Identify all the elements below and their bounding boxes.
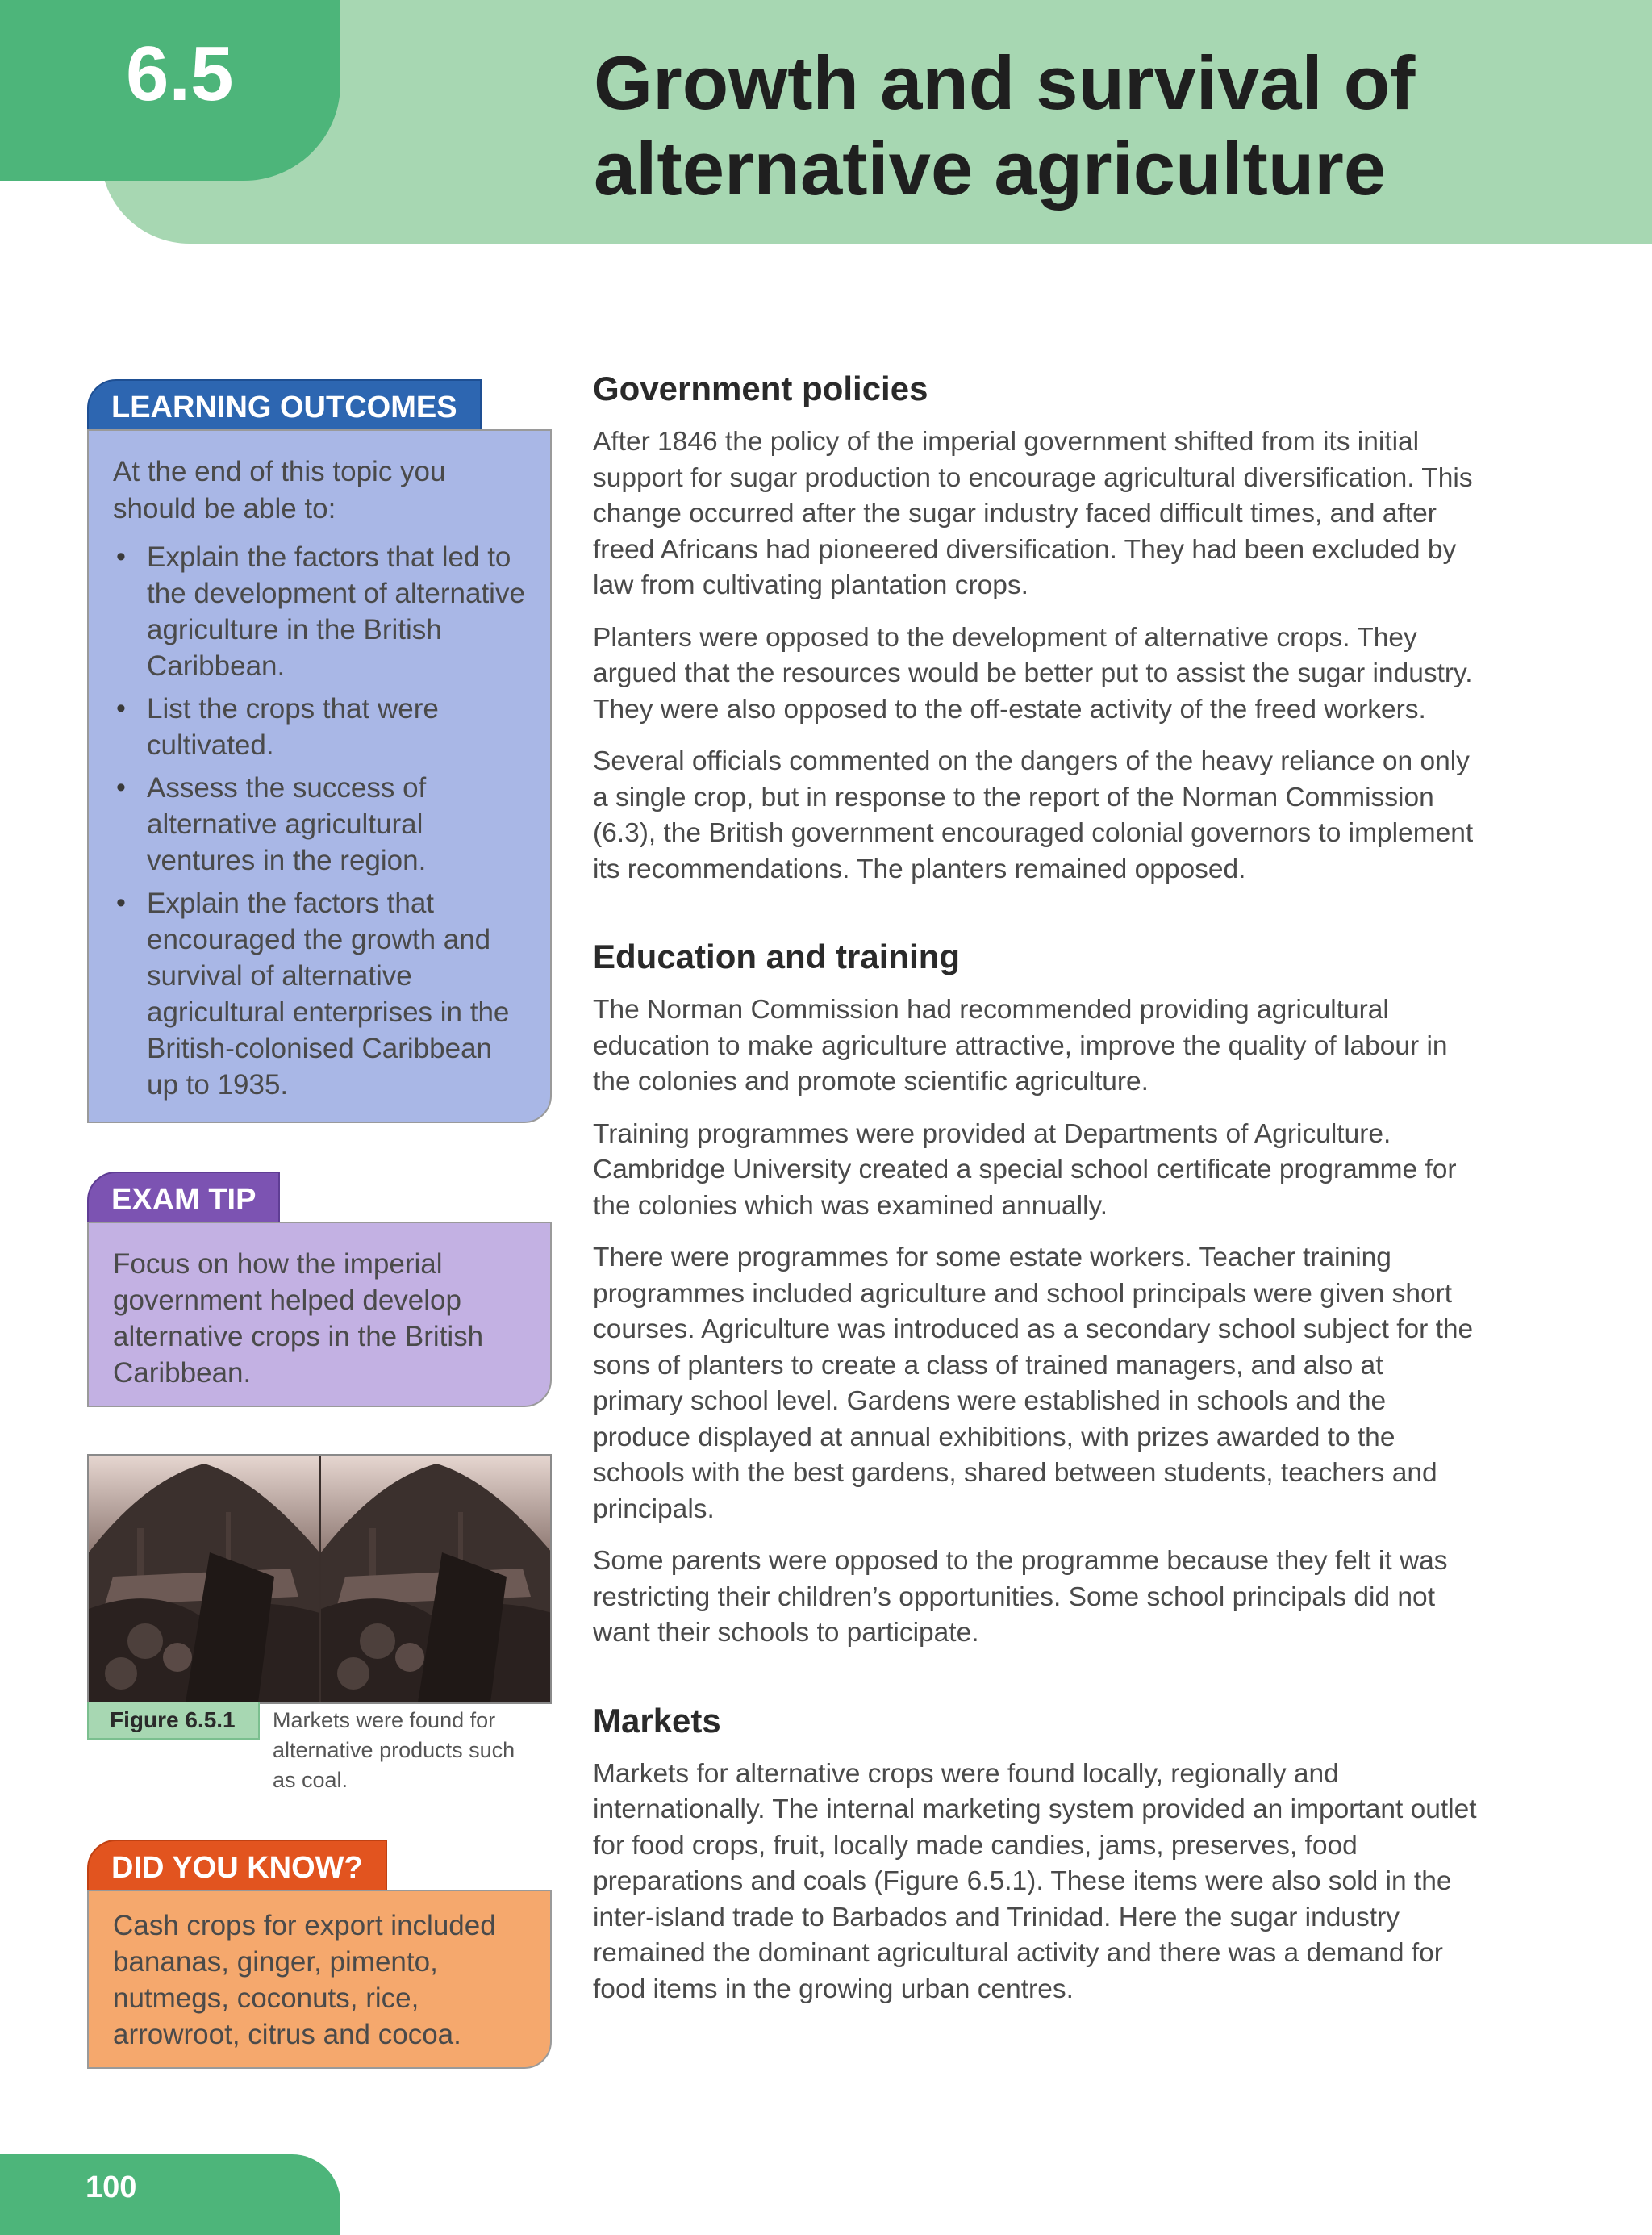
list-item: • List the crops that were cultivated. xyxy=(113,691,526,763)
paragraph: The Norman Commission had recommended providing agricultural education to make agriculture attractive, improve the quality of labour in the colonies and promote scientific agriculture. xyxy=(593,995,1448,1097)
did-you-know-box xyxy=(87,1890,552,2069)
main-content xyxy=(593,368,1480,2024)
stereo-photo-left xyxy=(89,1456,319,1702)
exam-tip-text: Focus on how the imperial government helped develop alternative crops in the British Caribbean. xyxy=(113,1248,484,1389)
paragraph: Planters were opposed to the development of alternative crops. They argued that the resources would be better put to assist the sugar industry. They were also opposed to the off-estate activity of the freed workers. xyxy=(593,622,1473,725)
learning-outcomes-list xyxy=(113,539,526,1103)
did-you-know-label: DID YOU KNOW? xyxy=(87,1840,387,1891)
exam-tip-label: EXAM TIP xyxy=(87,1172,280,1223)
section-heading: Markets xyxy=(593,1701,721,1740)
learning-outcomes-intro: At the end of this topic you should be able to: xyxy=(113,456,446,524)
figure-label: Figure 6.5.1 xyxy=(87,1702,260,1740)
page-number-tab xyxy=(0,2154,340,2235)
paragraph: After 1846 the policy of the imperial government shifted from its initial support for sugar production to encourage agricultural diversification. This change occurred after the sugar industry faced difficult times, and after freed Africans had pioneered diversification. They had been excluded by law from cultivating plantation crops. xyxy=(593,427,1473,600)
figure-photo xyxy=(87,1454,552,1704)
list-item: • Assess the success of alternative agricultural ventures in the region. xyxy=(113,770,526,879)
section-heading: Government policies xyxy=(593,370,928,407)
figure-caption: Markets were found for alternative products such as coal. xyxy=(273,1708,515,1792)
list-item: • Explain the factors that led to the development of alternative agriculture in the British Caribbean. xyxy=(113,539,526,684)
page-title: Growth and survival of alternative agriculture xyxy=(594,40,1416,211)
list-item: • Explain the factors that encouraged the growth and survival of alternative agricultural enterprises in the British-colonised Caribbean up to 1935. xyxy=(113,885,526,1103)
paragraph: Markets for alternative crops were found locally, regionally and internationally. The internal marketing system provided an important outlet for food crops, fruit, locally made candies, jams, preserves, food preparations and coals (Figure 6.5.1). These items were also sold in the inter-island trade to Barbados and Trinidad. Here the sugar industry remained the dominant agricultural activity and there was a demand for food items in the growing urban centres. xyxy=(593,1758,1477,2004)
paragraph: There were programmes for some estate workers. Teacher training programmes included agriculture and school principals were given short courses. Agriculture was introduced as a secondary school subject for the sons of planters to create a class of trained managers, and also at primary school level. Gardens were established in schools and the produce displayed at annual exhibitions, with prizes awarded to the schools with the best gardens, shared between students, teachers and principals. xyxy=(593,1243,1474,1524)
did-you-know-text: Cash crops for export included bananas, ginger, pimento, nutmegs, coconuts, rice, arrowroot, citrus and cocoa. xyxy=(113,1910,496,2050)
section-number: 6.5 xyxy=(126,31,234,117)
paragraph: Several officials commented on the dangers of the heavy reliance on only a single crop, but in response to the report of the Norman Commission (6.3), the British government encouraged colonial governors to implement its recommendations. The planters remained opposed. xyxy=(593,746,1474,884)
page-number: 100 xyxy=(86,2170,137,2204)
learning-outcomes-label: LEARNING OUTCOMES xyxy=(87,379,482,431)
paragraph: Some parents were opposed to the programme because they felt it was restricting their children’s opportunities. Some school principals did not want their schools to participate. xyxy=(593,1546,1448,1648)
stereo-photo-right xyxy=(321,1456,552,1702)
learning-outcomes-box xyxy=(87,429,552,1123)
section-heading: Education and training xyxy=(593,938,961,975)
exam-tip-box xyxy=(87,1222,552,1407)
paragraph: Training programmes were provided at Departments of Agriculture. Cambridge University created a special school certificate programme for the colonies which was examined annually. xyxy=(593,1118,1457,1221)
